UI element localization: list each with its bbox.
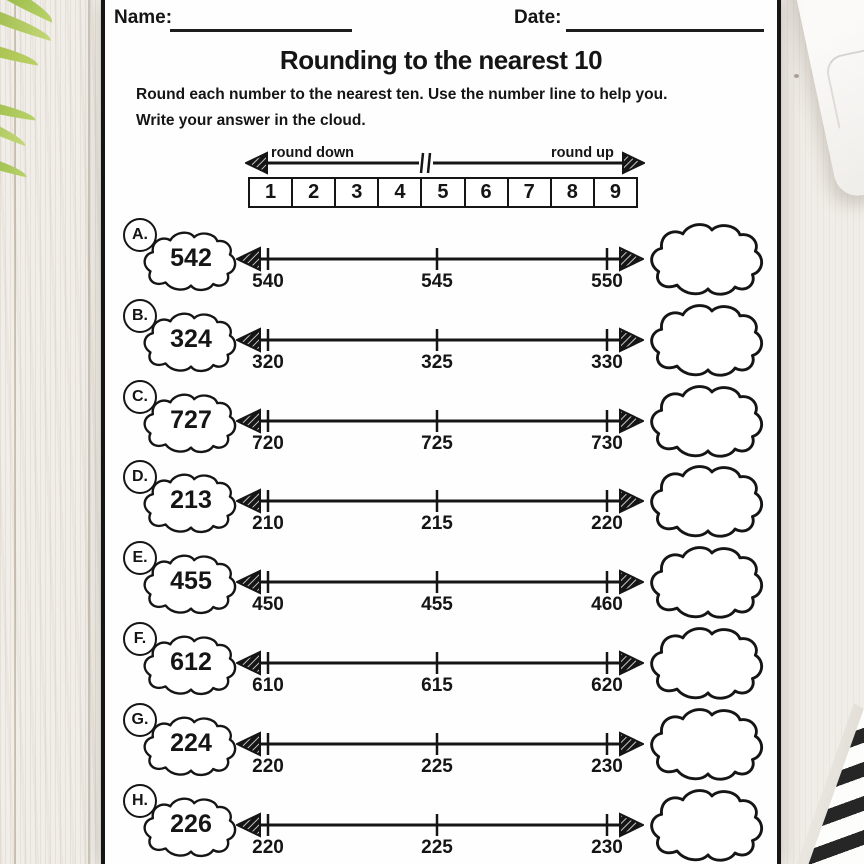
tick-label: 230 — [591, 756, 623, 777]
tick-label: 215 — [421, 513, 453, 534]
problem-row — [115, 297, 775, 381]
tick-label: 550 — [591, 271, 623, 292]
digit-box: 1 — [250, 179, 293, 206]
problem-number: 612 — [170, 648, 212, 676]
letter-badge: H. — [123, 784, 157, 818]
problem-row — [115, 782, 775, 864]
answer-cloud[interactable] — [650, 543, 766, 621]
tick-label: 330 — [591, 352, 623, 373]
tick-label: 730 — [591, 433, 623, 454]
problem-number: 224 — [170, 729, 212, 757]
digit-box: 2 — [293, 179, 336, 206]
tick-label: 220 — [591, 513, 623, 534]
problem-row — [115, 620, 775, 704]
tick-label: 615 — [421, 675, 453, 696]
answer-cloud[interactable] — [650, 382, 766, 460]
tick-label: 225 — [421, 837, 453, 858]
digit-box: 9 — [609, 181, 621, 203]
digit-boxes — [248, 177, 638, 208]
tick-label: 455 — [421, 594, 453, 615]
instructions-line2: Write your answer in the cloud. — [136, 112, 366, 129]
digit-box: 3 — [336, 179, 379, 206]
guide-arrows — [245, 150, 645, 178]
digit-box: 6 — [466, 179, 509, 206]
tick-label: 210 — [252, 513, 284, 534]
answer-cloud[interactable] — [650, 786, 766, 864]
tick-label: 325 — [421, 352, 453, 373]
problem-number: 542 — [170, 244, 212, 272]
tick-label: 720 — [252, 433, 284, 454]
tick-label: 225 — [421, 756, 453, 777]
answer-cloud[interactable] — [650, 705, 766, 783]
tick-label: 545 — [421, 271, 453, 292]
problem-row — [115, 378, 775, 462]
name-label: Name: — [114, 7, 173, 28]
problem-number: 727 — [170, 406, 212, 434]
worksheet-title: Rounding to the nearest 10 — [279, 45, 603, 75]
tick-label: 540 — [252, 271, 284, 292]
problem-number: 226 — [170, 810, 212, 838]
letter-badge: F. — [123, 622, 157, 656]
round-up-label: round up — [551, 145, 614, 161]
tick-label: 610 — [252, 675, 284, 696]
date-line[interactable] — [566, 29, 764, 32]
answer-cloud[interactable] — [650, 462, 766, 540]
answer-cloud[interactable] — [650, 624, 766, 702]
tick-label: 230 — [591, 837, 623, 858]
problem-number: 455 — [170, 567, 212, 595]
date-label: Date: — [514, 7, 562, 28]
round-down-label: round down — [271, 145, 354, 161]
tick-label: 460 — [591, 594, 623, 615]
letter-badge: G. — [123, 703, 157, 737]
tick-label: 620 — [591, 675, 623, 696]
tick-label: 220 — [252, 756, 284, 777]
problem-row — [115, 216, 775, 300]
digit-box: 4 — [379, 179, 422, 206]
answer-cloud[interactable] — [650, 220, 766, 298]
problem-number: 324 — [170, 325, 212, 353]
letter-badge: B. — [123, 299, 157, 333]
digit-box: 5 — [422, 179, 465, 206]
tick-label: 725 — [421, 433, 453, 454]
answer-cloud[interactable] — [650, 301, 766, 379]
tick-label: 450 — [252, 594, 284, 615]
problem-row — [115, 539, 775, 623]
problem-row — [115, 701, 775, 785]
digit-box: 8 — [552, 179, 595, 206]
instructions-line1: Round each number to the nearest ten. Use the number line to help you. — [136, 86, 668, 103]
letter-badge: D. — [123, 460, 157, 494]
tick-label: 220 — [252, 837, 284, 858]
name-line[interactable] — [170, 29, 352, 32]
letter-badge: E. — [123, 541, 157, 575]
digit-box: 7 — [509, 179, 552, 206]
letter-badge: C. — [123, 380, 157, 414]
problem-row — [115, 458, 775, 542]
tick-label: 320 — [252, 352, 284, 373]
problem-number: 213 — [170, 486, 212, 514]
letter-badge: A. — [123, 218, 157, 252]
